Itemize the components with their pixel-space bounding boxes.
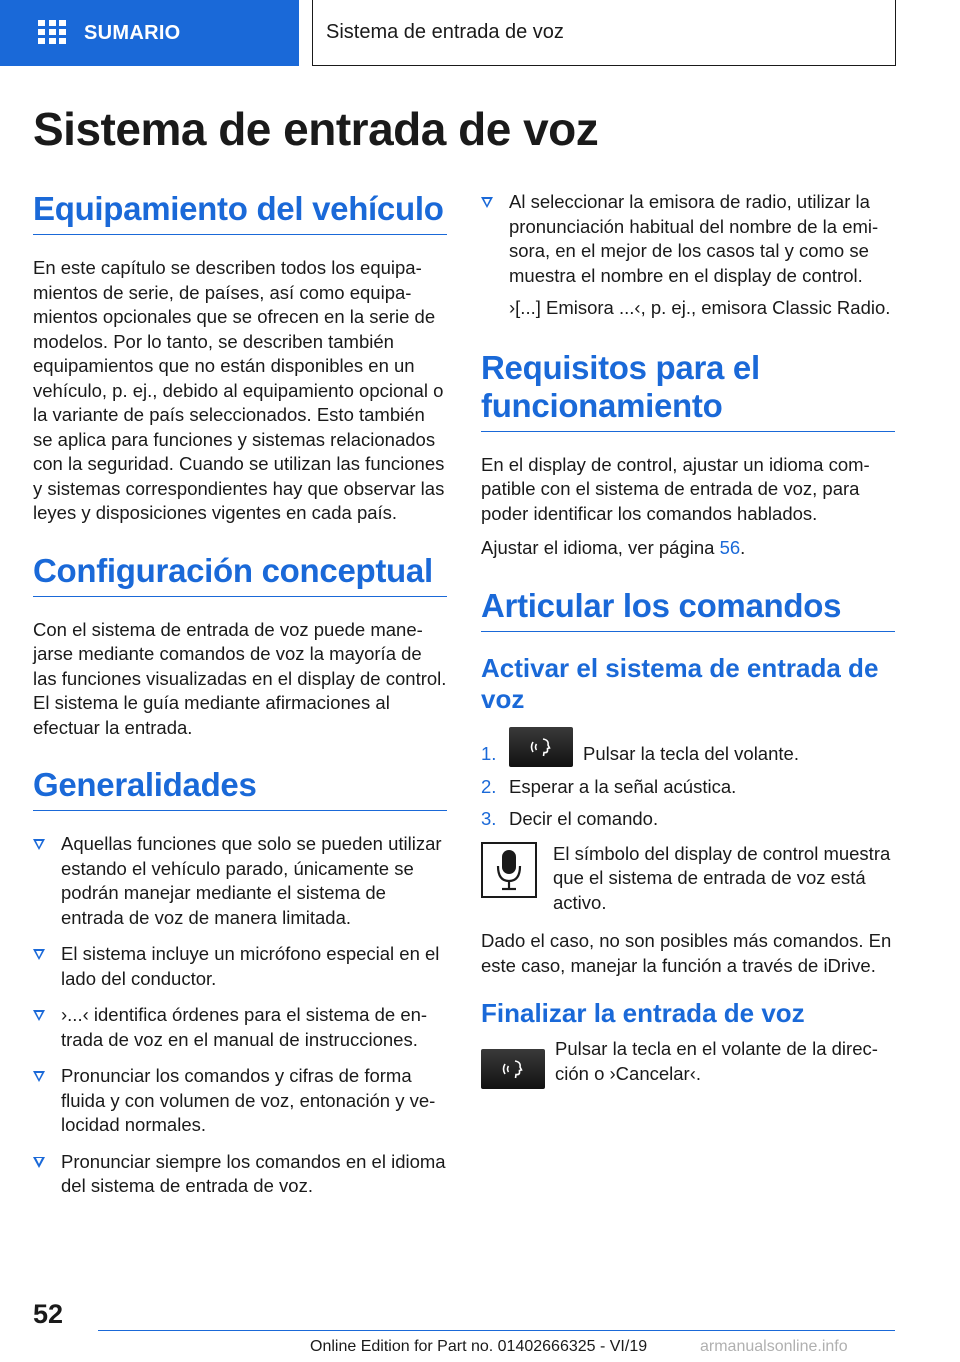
chapter-tab[interactable] <box>312 0 896 66</box>
subsection-title-finalizar: Finalizar la entrada de voz <box>481 998 805 1028</box>
triangle-down-icon <box>33 839 45 850</box>
triangle-down-icon <box>33 949 45 960</box>
note-text: Dado el caso, no son posibles más comandos. En este caso, manejar la función a través de iDrive. <box>481 930 892 976</box>
generalidades-list <box>33 832 447 1199</box>
activation-steps <box>481 727 895 832</box>
finish-instruction <box>481 1037 895 1089</box>
sumario-label: SUMARIO <box>84 21 181 44</box>
section-title-configuracion: Configuración conceptual <box>33 552 447 597</box>
list-item: El sistema incluye un micrófono especial en el lado del conductor. <box>33 942 447 991</box>
page-title: Sistema de entrada de voz <box>33 103 599 155</box>
section-title-requisitos: Requisitos para el funcionamiento <box>481 349 895 432</box>
section-title-equipamiento: Equipamiento del vehículo <box>33 190 447 235</box>
microphone-icon <box>481 842 537 898</box>
chapter-tab-label: Sistema de entrada de voz <box>326 21 564 43</box>
subsection-title-activar: Activar el sistema de entrada de voz <box>481 652 879 714</box>
step-item: 3. Decir el comando. <box>481 807 895 832</box>
list-item: Aquellas funciones que solo se pueden utilizar estando el vehículo parado, únicamente se podrán manejar mediante el sistema de entrada de voz de manera limitada. <box>33 832 447 930</box>
page-number: 52 <box>33 1299 64 1329</box>
voice-button-icon <box>509 727 573 767</box>
step-item: 1. Pulsar la tecla del volante. <box>481 727 895 767</box>
edition-text: Online Edition for Part no. 01402666325 - VI/19 <box>310 1338 648 1355</box>
requisitos-ref: Ajustar el idioma, ver página 56. <box>481 537 746 558</box>
step-number: 3. <box>481 808 497 829</box>
triangle-down-icon <box>33 1010 45 1021</box>
list-item: Al seleccionar la emisora de radio, utilizar la pronunciación habitual del nombre de la emisora, en el mejor de los casos tal y como se muestra el nombre en el display de control. <box>481 190 895 288</box>
sumario-button[interactable] <box>0 0 299 66</box>
voice-button-icon <box>481 1049 545 1089</box>
section-title-articular: Articular los comandos <box>481 587 895 632</box>
mic-text: El símbolo del display de control muestra que el sistema de entrada de voz está activo. <box>553 842 891 913</box>
footer-divider <box>98 1330 895 1331</box>
list-item: ›...‹ identifica órdenes para el sistema de entrada de voz en el manual de instrucciones. <box>33 1003 447 1052</box>
grid-icon <box>38 20 66 46</box>
radio-list <box>481 190 895 288</box>
configuracion-text: Con el sistema de entrada de voz puede manejarse mediante comandos de voz la mayoría de las funciones visualizadas en el display de control. El sistema le guía mediante afirmaciones al efectuar la entrada. <box>33 618 447 738</box>
section-title-generalidades: Generalidades <box>33 766 447 811</box>
page-link-56[interactable]: 56 <box>719 537 741 558</box>
step-number: 1. <box>481 743 497 764</box>
step-number: 2. <box>481 775 497 797</box>
radio-example: ›[...] Emisora ...‹, p. ej., emisora Classic Radio. <box>509 297 891 318</box>
triangle-down-icon <box>33 1071 45 1082</box>
watermark: armanualsonline.info <box>700 1338 848 1355</box>
list-item: Pronunciar los comandos y cifras de forma fluida y con volumen de voz, entonación y velocidad normales. <box>33 1064 447 1138</box>
triangle-down-icon <box>481 197 493 208</box>
step-item: 2. Esperar a la señal acústica. <box>481 775 895 800</box>
left-column <box>33 190 447 1211</box>
list-item: Pronunciar siempre los comandos en el idioma del sistema de entrada de voz. <box>33 1150 447 1199</box>
equipamiento-text: En este capítulo se describen todos los equipamientos de serie, de países, así como equipamientos opcionales que se ofrecen en la serie de modelos. Por lo tanto, se describen también equipamientos que no están disponibles en un vehículo, p. ej., debido al equipamiento opcional o la variante de país seleccionados. Esto también se aplica para funciones y sistemas relacionados con la seguridad. Cuando se utilizan las funciones y sistemas correspondientes hay que observar las leyes y disposiciones vigentes en cada país. <box>33 257 445 523</box>
mic-indicator <box>481 842 895 916</box>
requisitos-text: En el display de control, ajustar un idioma compatible con el sistema de entrada de voz, para poder identificar los comandos hablados. <box>481 453 870 524</box>
right-column <box>481 190 895 1089</box>
finish-text: Pulsar la tecla en el volante de la dirección o ›Cancelar‹. <box>555 1038 878 1084</box>
triangle-down-icon <box>33 1157 45 1168</box>
